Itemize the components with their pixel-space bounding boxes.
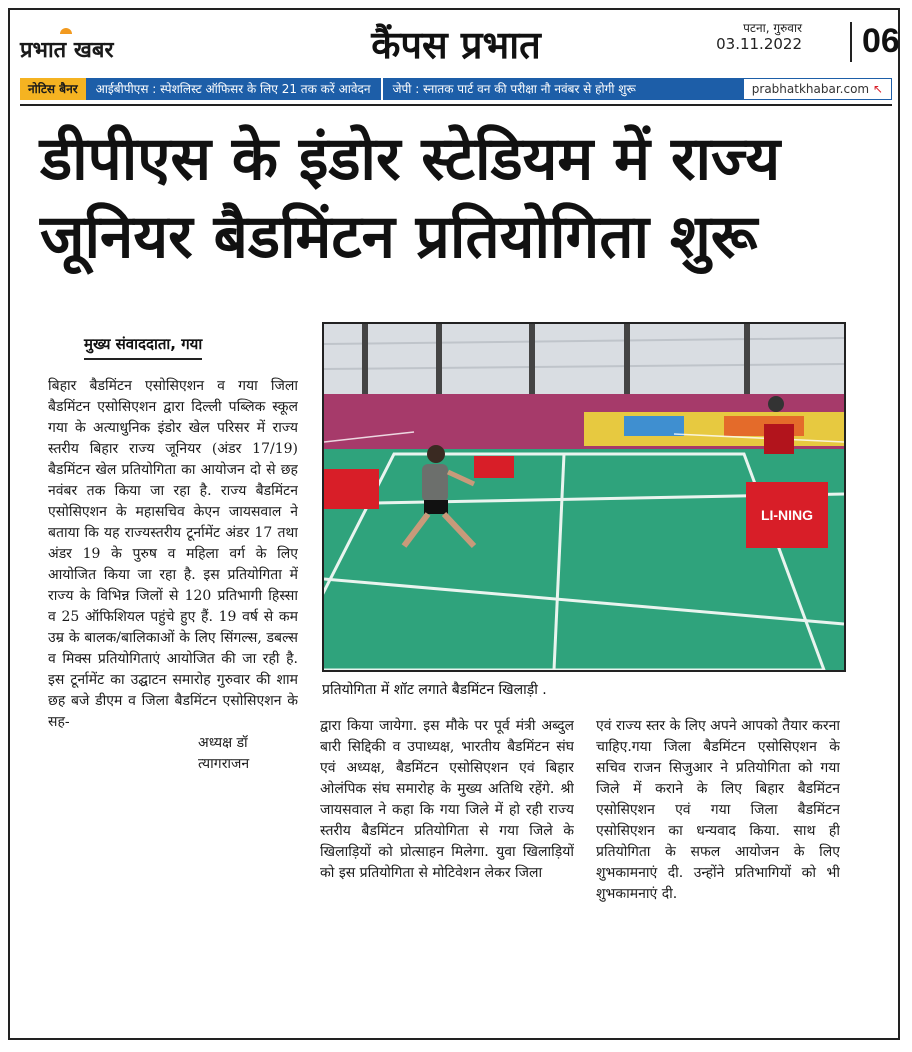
masthead-divider — [850, 22, 852, 62]
site-url-text: prabhatkhabar.com — [751, 82, 870, 96]
dateline — [716, 20, 802, 52]
page-number: 06 — [862, 22, 900, 60]
ticker-item: जेपी : स्नातक पार्ट वन की परीक्षा नौ नवंबर से होगी शुरू — [392, 82, 636, 96]
headline-line-2: जूनियर बैडमिंटन प्रतियोगिता शुरू — [40, 202, 758, 272]
header-rule — [20, 104, 892, 106]
ticker-tag: नोटिस बैनर — [20, 78, 86, 100]
column-1-text: बिहार बैडमिंटन एसोसिएशन व गया जिला बैडमिंटन एसोसिएशन द्वारा दिल्ली पब्लिक स्कूल गया के अत्याधुनिक इंडोर खेल परिसर में राज्य स्तरीय बिहार राज्य जूनियर (अंडर 17/19) बैडमिंटन खेल प्रतियोगिता का आयोजन दो से छह नवंबर तक किया जा रहा है. राज्य बैडमिंटन एसोसिएशन के महासचिव केएन जायसवाल ने बताया कि यह राज्यस्तरीय टूर्नामेंट अंडर 17 तथा अंडर 19 के पुरुष व महिला वर्ग के लिए आयोजित किया जा रहा है. इस प्रतियोगिता में राज्य के विभिन्न जिलों से 120 प्रतिभागी हिस्सा व 25 ऑफिशियल पहुंचे हुए हैं. 19 वर्ष से कम उम्र के बालक/बालिकाओं के लिए सिंगल्स, डबल्स व मिक्स प्रतियोगिताएं आयोजित की जा रही है. इस टूर्नामेंट का उद्घाटन समारोह गुरुवार की शाम छह बजे डीएम व जिला बैडमिंटन एसोसिएशन के सह- — [48, 378, 298, 730]
dateline-place: पटना, गुरुवार — [743, 21, 802, 35]
section-title: कैंपस प्रभात — [371, 22, 541, 67]
dateline-date: 03.11.2022 — [716, 35, 802, 53]
photo-sign-text: LI-NING — [760, 507, 814, 523]
cursor-icon: ↖ — [872, 82, 883, 96]
headline — [40, 120, 880, 276]
photo-caption: प्रतियोगिता में शॉट लगाते बैडमिंटन खिलाड़ी . — [322, 682, 547, 698]
byline: मुख्य संवाददाता, गया — [84, 334, 202, 360]
ticker-item: आईबीपीएस : स्पेशलिस्ट ऑफिसर के लिए 21 तक करें आवेदन — [95, 82, 371, 96]
badminton-court-illustration — [324, 324, 844, 670]
article-column-2: द्वारा किया जायेगा. इस मौके पर पूर्व मंत्री अब्दुल बारी सिद्दिकी व उपाध्यक्ष, भारतीय बैडमिंटन संघ एवं अध्यक्ष, बैडमिंटन एसोसिएशन एवं बिहार ओलंपिक संघ समारोह के मुख्य अतिथि रहेंगे. श्री जायसवाल ने कहा कि गया जिले में हो रही राज्य स्तरीय बैडमिंटन प्रतियोगिता से गया जिले के खिलाड़ियों को प्रोत्साहन मिलेगा. युवा खिलाड़ियों को इस प्रतियोगिता से मोटिवेशन लेकर जिला — [320, 718, 574, 881]
article-column-3: एवं राज्य स्तर के लिए अपने आपको तैयार करना चाहिए.गया जिला बैडमिंटन एसोसिएशन के सचिव राजन सिजुआर ने प्रतियोगिता को गया जिले में कराने के लिए बिहार बैडमिंटन एसोसिएशन एवं गया जिला बैडमिंटन एसोसिएशन का धन्यवाद किया. साथ ही प्रतियोगिता के सफल आयोजन के लिए शुभकामनाएं दी. उन्होंने प्रतिभागियों को भी शुभकामनाएं दी. — [596, 718, 840, 902]
site-url — [743, 78, 892, 100]
article-photo — [322, 322, 846, 672]
brand-name: प्रभात खबर — [20, 38, 114, 63]
article-column-1 — [48, 376, 298, 1004]
column-1-tail: अध्यक्ष डॉ त्यागराजन — [198, 735, 250, 772]
headline-line-1: डीपीएस के इंडोर स्टेडियम में राज्य — [40, 124, 781, 194]
notice-ticker — [20, 78, 892, 100]
ticker-strip — [86, 78, 743, 100]
